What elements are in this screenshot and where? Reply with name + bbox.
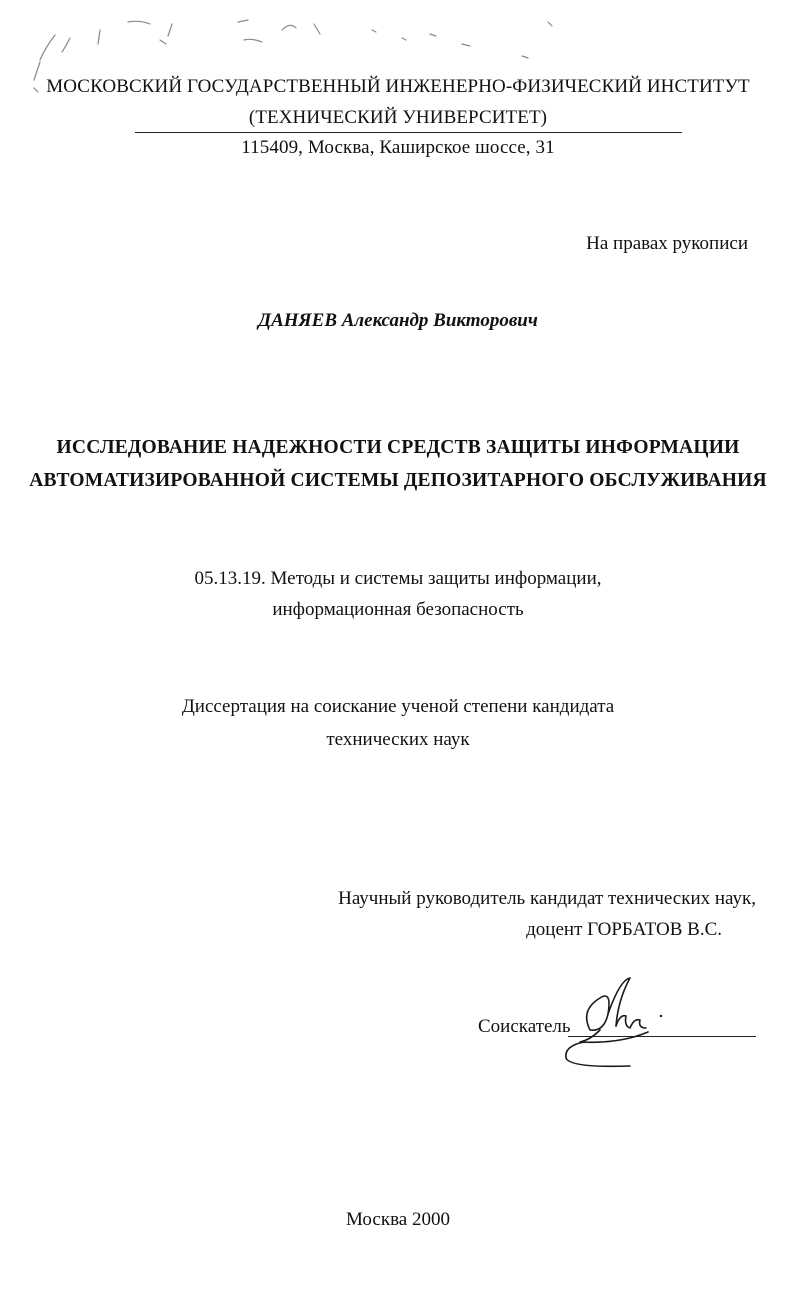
institute-name: МОСКОВСКИЙ ГОСУДАРСТВЕННЫЙ ИНЖЕНЕРНО-ФИЗИЧЕСКИЙ ИНСТИТУТ [46,76,750,97]
supervisor-line2: доцент ГОРБАТОВ В.С. [526,919,722,940]
signature [560,970,680,1080]
institute-subtitle: (ТЕХНИЧЕСКИЙ УНИВЕРСИТЕТ) [248,107,548,128]
handwritten-marks [0,0,796,120]
header-divider [135,132,682,133]
degree-line1: Диссертация на соискание ученой степени кандидата [181,696,615,717]
supervisor-line1: Научный руководитель кандидат технических наук, [338,888,756,909]
degree-line2: технических наук [326,729,470,750]
dissertation-title-line2: АВТОМАТИЗИРОВАННОЙ СИСТЕМЫ ДЕПОЗИТАРНОГО ОБСЛУЖИВАНИЯ [29,470,767,491]
specialty-line2: информационная безопасность [272,599,524,620]
institute-address: 115409, Москва, Каширское шоссе, 31 [241,137,555,158]
rights-note: На правах рукописи [586,233,748,254]
dissertation-title-line1: ИССЛЕДОВАНИЕ НАДЕЖНОСТИ СРЕДСТВ ЗАЩИТЫ ИНФОРМАЦИИ [56,437,740,458]
applicant-label: Соискатель [478,1016,571,1037]
author-name: ДАНЯЕВ Александр Викторович [258,310,538,331]
footer-city-year: Москва 2000 [346,1209,450,1230]
specialty-line1: 05.13.19. Методы и системы защиты информации, [194,568,602,589]
